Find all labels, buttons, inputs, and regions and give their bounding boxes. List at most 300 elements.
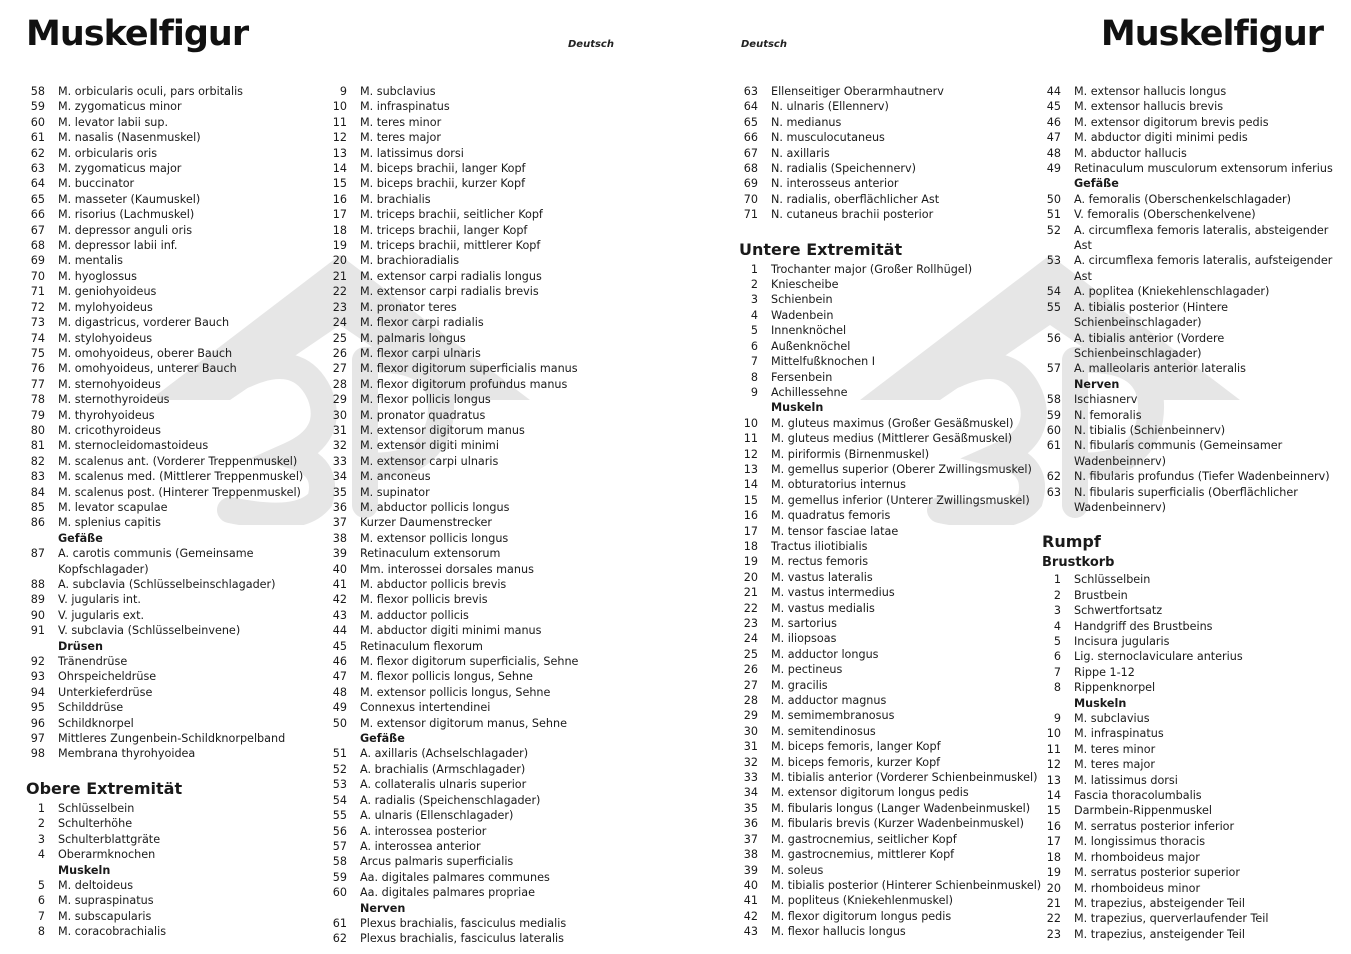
list-item [739,585,1034,600]
item-number: 10 [743,416,758,430]
item-number: 34 [743,786,758,800]
item-number: 15 [332,177,347,191]
item-number: 80 [30,423,45,437]
item-number: 54 [332,793,347,807]
item-label: M. abductor pollicis longus [360,500,510,514]
list-item [739,161,1034,176]
item-number: 82 [30,454,45,468]
list-item [739,801,1034,816]
item-number: 98 [30,747,45,761]
item-label: M. depressor labii inf. [58,239,178,253]
item-number: 56 [332,824,347,838]
item-number: 68 [30,239,45,253]
list-item [739,323,1034,338]
item-label: A. interossea anterior [360,839,481,853]
list-item [328,130,623,145]
item-number: 6 [37,894,45,908]
item-number: 69 [743,177,758,191]
item-number: 46 [1046,115,1061,129]
item-label: M. pronator quadratus [360,408,486,422]
list-item [739,678,1034,693]
item-number [1042,500,1061,515]
item-number: 86 [30,516,45,530]
item-label: M. extensor hallucis brevis [1074,100,1224,114]
item-number: 47 [332,670,347,684]
list-item [328,824,623,839]
list-item [739,477,1034,492]
item-label: A. circumflexa femoris lateralis, absteigender [1074,223,1329,237]
item-label: M. sternothyroideus [58,393,170,407]
list-item [26,731,316,746]
item-number: 83 [30,470,45,484]
item-number: 78 [30,393,45,407]
item-label: V. jugularis int. [58,593,141,607]
item-label: M. vastus medialis [771,601,875,615]
list-item [328,608,623,623]
item-number: 48 [332,685,347,699]
item-number: 36 [332,500,347,514]
item-number: 6 [1053,650,1061,664]
list-item [1042,361,1342,376]
item-label: A. subclavia (Schlüsselbeinschlagader) [58,578,276,591]
list-item [328,808,623,823]
list-item [739,739,1034,754]
list-item [328,346,623,361]
item-label: M. pectineus [771,663,843,677]
item-label: V. subclavia (Schlüsselbeinvene) [58,624,241,638]
list-item [328,207,623,222]
list-item [328,331,623,346]
item-number: 64 [30,177,45,191]
item-number: 40 [332,562,347,576]
item-number: 55 [332,809,347,823]
item-label: M. iliopsoas [771,632,837,646]
list-item [328,700,623,715]
list-item [26,847,316,862]
legend-column-4 [1042,84,1342,942]
item-number: 27 [743,678,758,692]
legend-column-1 [26,84,316,940]
item-label: M. biceps brachii, langer Kopf [360,162,526,176]
item-number: 74 [30,331,45,345]
list-item [1042,773,1342,788]
item-label: M. abductor digiti minimi manus [360,624,542,638]
item-label: M. digastricus, vorderer Bauch [58,316,230,330]
list-item [1042,803,1342,818]
list-item [739,354,1034,369]
item-number: 3 [37,832,45,846]
item-number: 12 [743,447,758,461]
item-number: 70 [743,192,758,206]
item-label: A. tibialis anterior (Vordere [1074,331,1225,345]
list-item [739,724,1034,739]
list-item [1042,757,1342,772]
item-number: 8 [37,925,45,939]
item-label: M. subclavius [1074,712,1150,726]
list-item [739,693,1034,708]
item-label: M. extensor digitorum longus pedis [771,786,969,800]
item-number: 37 [743,832,758,846]
item-label: M. triceps brachii, mittlerer Kopf [360,239,541,253]
item-number: 67 [30,223,45,237]
item-label: N. femoralis [1074,408,1142,422]
item-label: M. flexor digitorum superficialis, Sehne [360,655,579,669]
item-number: 18 [1046,850,1061,864]
item-number: 29 [332,393,347,407]
list-item [328,623,623,638]
item-label: A. interossea posterior [360,824,487,838]
item-label: M. omohyoideus, oberer Bauch [58,346,233,360]
item-number: 25 [332,331,347,345]
item-number: 41 [743,894,758,908]
item-number: 21 [1046,896,1061,910]
group-heading: Muskeln [1074,696,1127,710]
list-item [328,777,623,792]
list-item [26,238,316,253]
item-number: 13 [1046,773,1061,787]
item-label: M. supinator [360,485,430,499]
item-label: N. ulnaris (Ellennerv) [771,100,889,114]
item-label: M. flexor pollicis longus [360,393,491,407]
item-label: M. soleus [771,863,824,877]
list-item [328,253,623,268]
item-label: Ast [1074,269,1092,283]
list-item [739,785,1034,800]
list-item [328,931,623,946]
list-item [328,592,623,607]
item-number: 43 [743,925,758,939]
item-number: 65 [30,192,45,206]
item-number: 60 [1046,423,1061,437]
item-label: M. teres minor [1074,742,1156,756]
item-number: 59 [30,100,45,114]
item-number: 61 [1046,439,1061,453]
group-heading: Muskeln [771,401,824,415]
list-item [1042,572,1342,587]
list-item [328,269,623,284]
item-number: 71 [743,208,758,222]
group-heading: Gefäße [360,732,405,746]
item-label: V. jugularis ext. [58,608,145,622]
item-label: M. flexor carpi ulnaris [360,346,481,360]
item-label: M. masseter (Kaumuskel) [58,192,201,206]
item-number: 62 [30,146,45,160]
item-number: 16 [743,509,758,523]
item-number: 55 [1046,300,1061,314]
list-item [26,377,316,392]
item-number: 14 [1046,789,1061,803]
item-number: 76 [30,362,45,376]
item-number: 1 [1053,573,1061,587]
list-item [328,839,623,854]
item-number: 22 [1046,912,1061,926]
list-item [1042,392,1342,407]
list-item [739,115,1034,130]
item-label: M. geniohyoideus [58,285,157,299]
list-item [328,377,623,392]
item-label: M. trapezius, ansteigender Teil [1074,927,1246,941]
item-label: Kniescheibe [771,278,839,292]
list-item [739,755,1034,770]
item-label: Außenknöchel [771,339,851,353]
list-item [26,207,316,222]
item-label: M. adductor magnus [771,694,887,708]
item-label: Kurzer Daumenstrecker [360,516,492,530]
list-item [328,438,623,453]
item-number: 51 [332,747,347,761]
item-label: Schienbeinschlagader) [1074,316,1202,330]
item-label: M. extensor digitorum manus [360,423,525,437]
list-item [26,454,316,469]
item-label: M. sartorius [771,617,837,630]
item-number: 28 [743,694,758,708]
item-number: 79 [30,408,45,422]
item-number: 53 [332,778,347,792]
list-item [739,99,1034,114]
list-item [328,361,623,376]
list-item [1042,788,1342,803]
list-item [328,485,623,500]
item-label: M. popliteus (Kniekehlenmuskel) [771,894,953,908]
item-label: M. extensor digiti minimi [360,439,499,453]
item-label: M. flexor digitorum longus pedis [771,909,952,923]
list-item [739,570,1034,585]
item-label: Schlüsselbein [58,801,135,815]
item-label: A. femoralis (Oberschenkelschlagader) [1074,192,1291,206]
item-label: Ohrspeicheldrüse [58,670,157,684]
legend-column-3 [739,84,1042,940]
item-number [1042,346,1061,361]
item-label: Plexus brachialis, fasciculus lateralis [360,932,564,946]
item-label: M. stylohyoideus [58,331,153,345]
list-item [26,115,316,130]
list-item [739,832,1034,847]
item-label: M. extensor hallucis longus [1074,85,1227,98]
item-number: 31 [332,423,347,437]
item-number: 14 [332,162,347,176]
list-item [328,716,623,731]
item-label: A. malleolaris anterior lateralis [1074,362,1246,376]
item-label: M. extensor pollicis longus [360,531,509,545]
item-number: 14 [743,478,758,492]
list-item [26,485,316,500]
legend-column-2 [328,84,623,947]
item-label: Handgriff des Brustbeins [1074,619,1213,633]
item-number: 54 [1046,285,1061,299]
list-item [328,885,623,900]
item-number [1042,315,1061,330]
item-number: 33 [743,771,758,785]
list-item [26,816,316,831]
item-label: M. flexor carpi radialis [360,316,484,330]
item-number: 21 [743,586,758,600]
item-number: 60 [332,886,347,900]
list-item [1042,927,1342,942]
item-label: M. extensor carpi radialis brevis [360,285,539,299]
list-item [739,431,1034,446]
list-item [739,146,1034,161]
item-number: 7 [37,909,45,923]
list-item [328,454,623,469]
language-label-left: Deutsch [568,39,614,50]
item-number: 96 [30,716,45,730]
list-item [1042,146,1342,161]
subsection-heading: Brustkorb [1042,555,1115,571]
list-item [739,416,1034,431]
item-number: 11 [1046,742,1061,756]
group-heading: Nerven [360,901,406,915]
item-label: M. tibialis posterior (Hinterer Schienbeinmuskel) [771,878,1042,892]
item-number: 37 [332,516,347,530]
list-item [26,924,316,939]
item-number: 31 [743,740,758,754]
list-item [328,854,623,869]
item-label: M. buccinator [58,177,135,191]
list-item [739,878,1042,893]
list-item [1042,865,1342,880]
list-item [328,392,623,407]
item-number: 47 [1046,131,1061,145]
item-label: M. deltoideus [58,878,134,892]
item-number: 77 [30,377,45,391]
item-number: 10 [332,100,347,114]
item-number: 58 [1046,393,1061,407]
item-label: M. semimembranosus [771,709,895,723]
item-label: M. hyoglossus [58,269,137,283]
item-label: N. musculocutaneus [771,131,885,145]
item-label: A. tibialis posterior (Hintere [1074,300,1228,314]
list-item [328,192,623,207]
item-label: M. tibialis anterior (Vorderer Schienbeinmuskel) [771,771,1038,785]
item-number: 75 [30,346,45,360]
list-item [739,847,1034,862]
item-number: 11 [332,115,347,129]
item-number: 57 [1046,362,1061,376]
list-item [26,423,316,438]
item-number: 84 [30,485,45,499]
item-number: 17 [1046,835,1061,849]
group-heading: Gefäße [58,531,103,545]
page-title-right: Muskelfigur [1100,14,1323,54]
item-label: A. brachialis (Armschlagader) [360,762,526,776]
item-number: 95 [30,701,45,715]
list-item [26,832,316,847]
item-label: M. fibularis brevis (Kurzer Wadenbeinmuskel) [771,817,1024,831]
list-item [26,130,316,145]
item-label: Schienbein [771,293,833,307]
item-number: 62 [1046,470,1061,484]
item-number: 19 [332,239,347,253]
item-label: Brustbein [1074,588,1128,602]
item-label: Schienbeinschlagader) [1074,346,1202,360]
group-heading: Gefäße [1074,177,1119,191]
list-item [1042,680,1342,695]
item-number: 62 [332,932,347,946]
item-number: 29 [743,709,758,723]
list-item [1042,300,1342,315]
group-heading: Drüsen [58,639,103,653]
item-label: A. axillaris (Achselschlagader) [360,747,529,761]
list-item [26,801,316,816]
list-item [1042,742,1342,757]
item-label: A. circumflexa femoris lateralis, aufsteigender [1074,254,1333,268]
item-label: M. extensor carpi ulnaris [360,454,499,468]
item-label: M. trapezius, absteigender Teil [1074,896,1246,910]
item-label: M. gemellus superior (Oberer Zwillingsmuskel) [771,462,1032,476]
item-number: 24 [332,316,347,330]
item-label: M. orbicularis oris [58,146,158,160]
list-item [739,277,1034,292]
list-item [26,269,316,284]
item-label: Retinaculum flexorum [360,639,483,653]
item-label: M. anconeus [360,470,431,484]
list-item [328,223,623,238]
list-item [739,616,1034,631]
item-number: 13 [743,462,758,476]
list-item [739,909,1034,924]
item-number: 19 [743,555,758,569]
item-label: M. infraspinatus [1074,727,1164,741]
group-heading: Nerven [1074,377,1120,391]
item-number: 2 [750,278,758,292]
item-label: A. radialis (Speichenschlagader) [360,793,541,807]
item-number: 42 [332,593,347,607]
list-item [1042,284,1342,299]
item-label: M. teres major [360,131,441,145]
item-label: M. obturatorius internus [771,478,906,492]
item-label: Rippe 1-12 [1074,665,1135,679]
item-number: 38 [332,531,347,545]
item-label: M. gastrocnemius, mittlerer Kopf [771,848,955,862]
item-label: M. abductor digiti minimi pedis [1074,131,1248,145]
group-heading: Muskeln [58,863,111,877]
list-item [26,392,316,407]
item-number: 15 [1046,804,1061,818]
item-number: 94 [30,685,45,699]
item-label: Schilddrüse [58,701,124,715]
list-item [26,161,316,176]
item-label: M. subscapularis [58,909,152,923]
item-number: 30 [332,408,347,422]
item-number: 28 [332,377,347,391]
item-label: Fascia thoracolumbalis [1074,789,1202,803]
item-label: M. brachioradialis [360,254,460,268]
item-number: 23 [743,617,758,630]
item-label: M. scalenus med. (Mittlerer Treppenmuskel) [58,470,304,484]
list-item [328,762,623,777]
list-item [26,654,316,669]
list-item [26,99,316,114]
list-item [1042,619,1342,634]
list-item [1042,881,1342,896]
item-number: 90 [30,608,45,622]
item-label: A. ulnaris (Ellenschlagader) [360,809,514,823]
item-label: Schwertfortsatz [1074,604,1163,618]
item-label: M. teres minor [360,115,442,129]
list-item [1042,649,1342,664]
list-item [26,669,316,684]
item-label: Retinaculum extensorum [360,547,501,561]
item-number: 81 [30,439,45,453]
item-label: Mm. interossei dorsales manus [360,562,534,576]
list-item [739,462,1034,477]
item-label: N. radialis, oberflächlicher Ast [771,192,940,206]
list-item [328,546,623,561]
item-label: M. cricothyroideus [58,423,161,437]
item-number: 73 [30,316,45,330]
list-item [739,385,1034,400]
item-label: Ellenseitiger Oberarmhautnerv [771,85,944,98]
